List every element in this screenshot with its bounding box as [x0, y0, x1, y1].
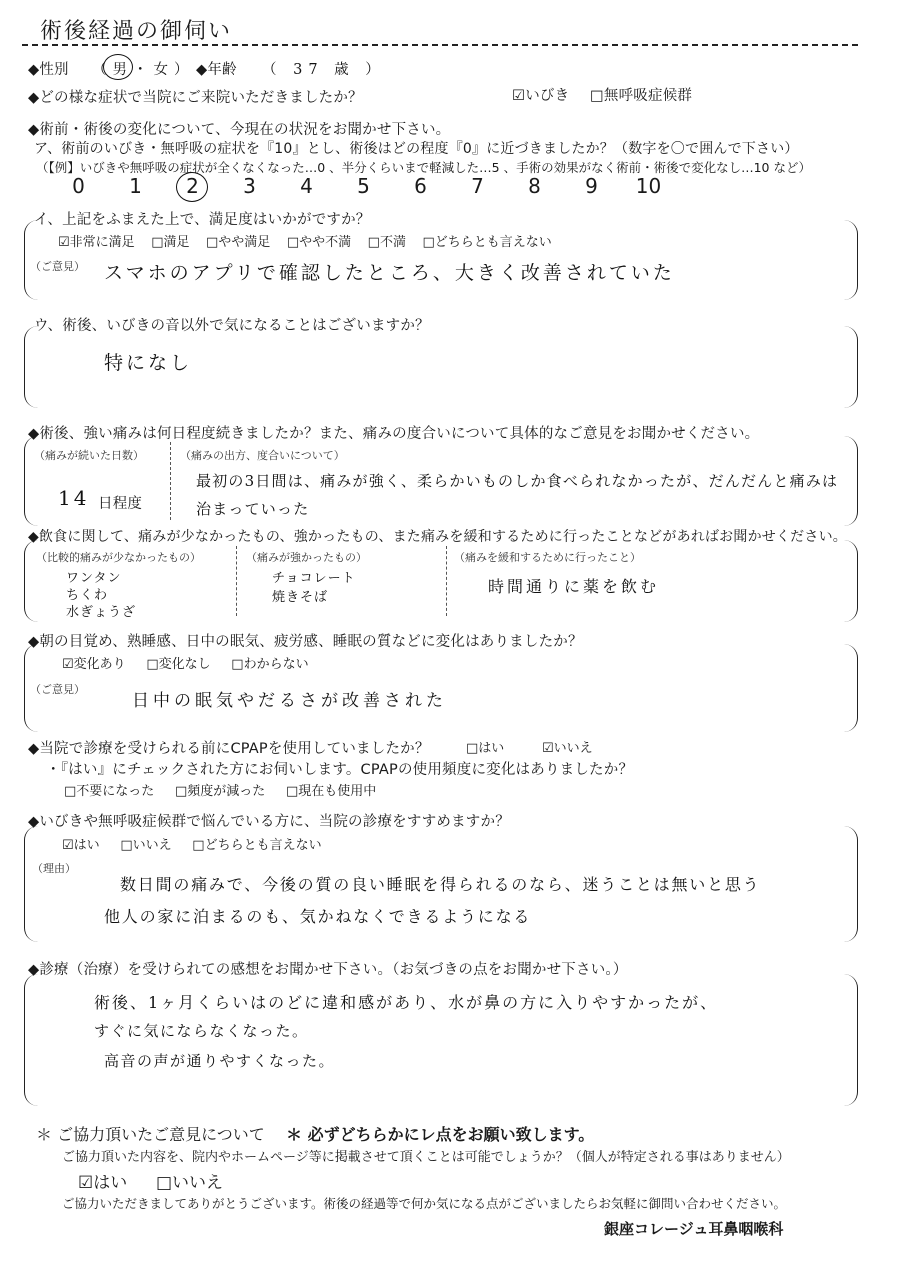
change-question-a: ア、術前のいびき・無呼吸の症状を『10』とし、術後はどの程度『0』に近づきましたか？（数字を〇で囲んで下さい）: [34, 141, 799, 157]
other-question: ウ、術後、いびきの音以外で気になることはございますか？: [34, 318, 430, 334]
age-label: ◆年齢: [196, 62, 237, 78]
pain-detail-line2: 治まっていった: [196, 500, 310, 518]
scale-selected-circle: [176, 172, 208, 202]
cpap-option-yes[interactable]: □はい: [466, 741, 505, 756]
scale-1[interactable]: 1: [129, 174, 142, 198]
satisfaction-question: イ、上記をふまえた上で、満足度はいかがですか？: [34, 212, 371, 228]
scale-4[interactable]: 4: [300, 174, 313, 198]
scale-8[interactable]: 8: [528, 174, 541, 198]
scale-5[interactable]: 5: [357, 174, 370, 198]
pain-detail-line1: 最初の3日間は、痛みが強く、柔らかいものしか食べられなかったが、だんだんと痛みは: [196, 472, 839, 490]
scale-7[interactable]: 7: [471, 174, 484, 198]
cpap-sub-options: [64, 780, 376, 799]
food-col1-item: ちくわ: [66, 588, 109, 603]
change-example: （【例】いびきや無呼吸の症状が全くなくなった…0 、半分くらいまで軽減した…5 、手術の効果がなく術前・術後で変化なし…10 など）: [36, 160, 811, 175]
sleep-option-unknown[interactable]: □わからない: [231, 657, 309, 672]
pain-question: ◆術後、強い痛みは何日程度続きましたか？また、痛みの度合いについて具体的なご意見をお聞かせください。: [28, 426, 760, 442]
footer-option-yes[interactable]: ☑はい: [78, 1173, 128, 1193]
sex-value: （男・女）: [92, 62, 195, 78]
sat-option-dis[interactable]: □不満: [367, 235, 406, 250]
sat-option-neutral[interactable]: □どちらとも言えない: [422, 235, 552, 250]
recommend-option-no[interactable]: □いいえ: [120, 838, 172, 853]
food-col2-label: （痛みが強かったもの）: [246, 551, 367, 564]
satisfaction-comment: スマホのアプリで確認したところ、大きく改善されていた: [104, 262, 675, 284]
title-divider: [22, 44, 858, 46]
pain-detail-label: （痛みの出方、度合いについて）: [180, 449, 345, 462]
impression-line2: すぐに気にならなくなった。: [94, 1022, 309, 1040]
footer-heading-2: ＊ 必ずどちらかにレ点をお願い致します。: [286, 1125, 595, 1144]
sex-label: ◆性別: [28, 62, 69, 78]
scale-3[interactable]: 3: [243, 174, 256, 198]
cpap-option-reduced[interactable]: □頻度が減った: [174, 784, 266, 799]
sleep-option-changed[interactable]: ☑変化あり: [62, 657, 126, 672]
food-col2-item: チョコレート: [272, 571, 356, 586]
change-scale: [50, 174, 677, 198]
symptom-option-apnea[interactable]: □無呼吸症候群: [590, 88, 693, 104]
scale-0[interactable]: 0: [72, 174, 85, 198]
symptom-option-snoring[interactable]: ☑いびき: [512, 88, 570, 104]
food-col1-item: 水ぎょうざ: [66, 605, 137, 620]
sleep-comment-label: （ご意見）: [30, 683, 85, 696]
satisfaction-comment-label: （ご意見）: [30, 260, 85, 273]
footer-thanks: ご協力いただきましてありがとうございます。術後の経過等で何か気になる点がございましたらお気軽に御問い合わせください。: [62, 1196, 787, 1211]
food-col2-item: 焼きそば: [272, 590, 329, 605]
cpap-sub-question: ・『はい』にチェックされた方にお伺いします。CPAPの使用頻度に変化はありましたか？: [46, 762, 634, 778]
impression-line1: 術後、1ヶ月くらいはのどに違和感があり、水が鼻の方に入りやすかったが、: [94, 993, 719, 1012]
food-divider-1: [236, 546, 237, 616]
sleep-comment: 日中の眠気やだるさが改善された: [132, 691, 447, 711]
sex-circle-mark: [103, 54, 133, 80]
sat-option-satisfied[interactable]: □満足: [151, 235, 190, 250]
other-answer: 特になし: [104, 352, 193, 374]
scale-6[interactable]: 6: [414, 174, 427, 198]
footer-heading-1: ＊ ご協力頂いたご意見について: [36, 1125, 265, 1144]
recommend-reason-label: （理由）: [32, 862, 76, 875]
satisfaction-options: [58, 231, 552, 250]
change-intro: ◆術前・術後の変化について、今現在の状況をお聞かせ下さい。: [28, 122, 451, 138]
recommend-question: ◆いびきや無呼吸症候群で悩んでいる方に、当院の診療をすすめますか？: [28, 814, 510, 830]
recommend-options: [62, 834, 322, 853]
recommend-option-neutral[interactable]: □どちらとも言えない: [192, 838, 322, 853]
pain-days-unit: 日程度: [98, 496, 143, 512]
sat-option-somewhat[interactable]: □やや満足: [206, 235, 271, 250]
food-col3-label: （痛みを緩和するために行ったこと）: [454, 551, 641, 564]
sleep-question: ◆朝の目覚め、熟睡感、日中の眠気、疲労感、睡眠の質などに変化はありましたか？: [28, 634, 583, 650]
food-col1-item: ワンタン: [66, 571, 122, 586]
food-question: ◆飲食に関して、痛みが少なかったもの、強かったもの、また痛みを緩和するために行ったことなどがあればお聞かせください。: [28, 529, 847, 545]
cpap-question: ◆当院で診療を受けられる前にCPAPを使用していましたか？: [28, 741, 430, 757]
sleep-option-unchanged[interactable]: □変化なし: [146, 657, 211, 672]
impression-question: ◆診療（治療）を受けられての感想をお聞かせ下さい。（お気づきの点をお聞かせ下さい。）: [28, 962, 628, 978]
impression-line3: 高音の声が通りやすくなった。: [104, 1052, 336, 1070]
footer-option-no[interactable]: □いいえ: [156, 1173, 224, 1193]
footer-question: ご協力頂いた内容を、院内やホームページ等に掲載させて頂くことは可能でしょうか？（個人が特定される事はありません）: [62, 1150, 790, 1165]
pain-days-label: （痛みが続いた日数）: [34, 449, 144, 462]
recommend-option-yes[interactable]: ☑はい: [62, 838, 100, 853]
food-divider-2: [446, 546, 447, 616]
scale-10[interactable]: 10: [635, 174, 662, 198]
age-value: （ 37 歳 ）: [262, 62, 386, 78]
pain-divider: [170, 442, 171, 520]
recommend-reason-line2: 他人の家に泊まるのも、気かねなくできるようになる: [104, 907, 532, 926]
cpap-option-unneeded[interactable]: □不要になった: [64, 784, 155, 799]
scale-2[interactable]: 2: [186, 174, 199, 198]
scale-9[interactable]: 9: [585, 174, 598, 198]
sat-option-very[interactable]: ☑非常に満足: [58, 235, 135, 250]
sat-option-somewhat-dis[interactable]: □やや不満: [286, 235, 352, 250]
page-title: 術後経過の御伺い: [40, 19, 233, 44]
food-col1-label: （比較的痛みが少なかったもの）: [36, 551, 201, 564]
sleep-options: [62, 653, 309, 672]
food-col3-text: 時間通りに薬を飲む: [488, 577, 660, 596]
clinic-name: 銀座コレージュ耳鼻咽喉科: [604, 1220, 784, 1238]
pain-days-value: 14: [58, 486, 90, 510]
cpap-option-no[interactable]: ☑いいえ: [542, 741, 593, 756]
symptom-question: ◆どの様な症状で当院にご来院いただきましたか？: [28, 90, 363, 106]
recommend-reason-line1: 数日間の痛みで、今後の質の良い睡眠を得られるのなら、迷うことは無いと思う: [120, 875, 761, 894]
cpap-option-using[interactable]: □現在も使用中: [285, 784, 377, 799]
